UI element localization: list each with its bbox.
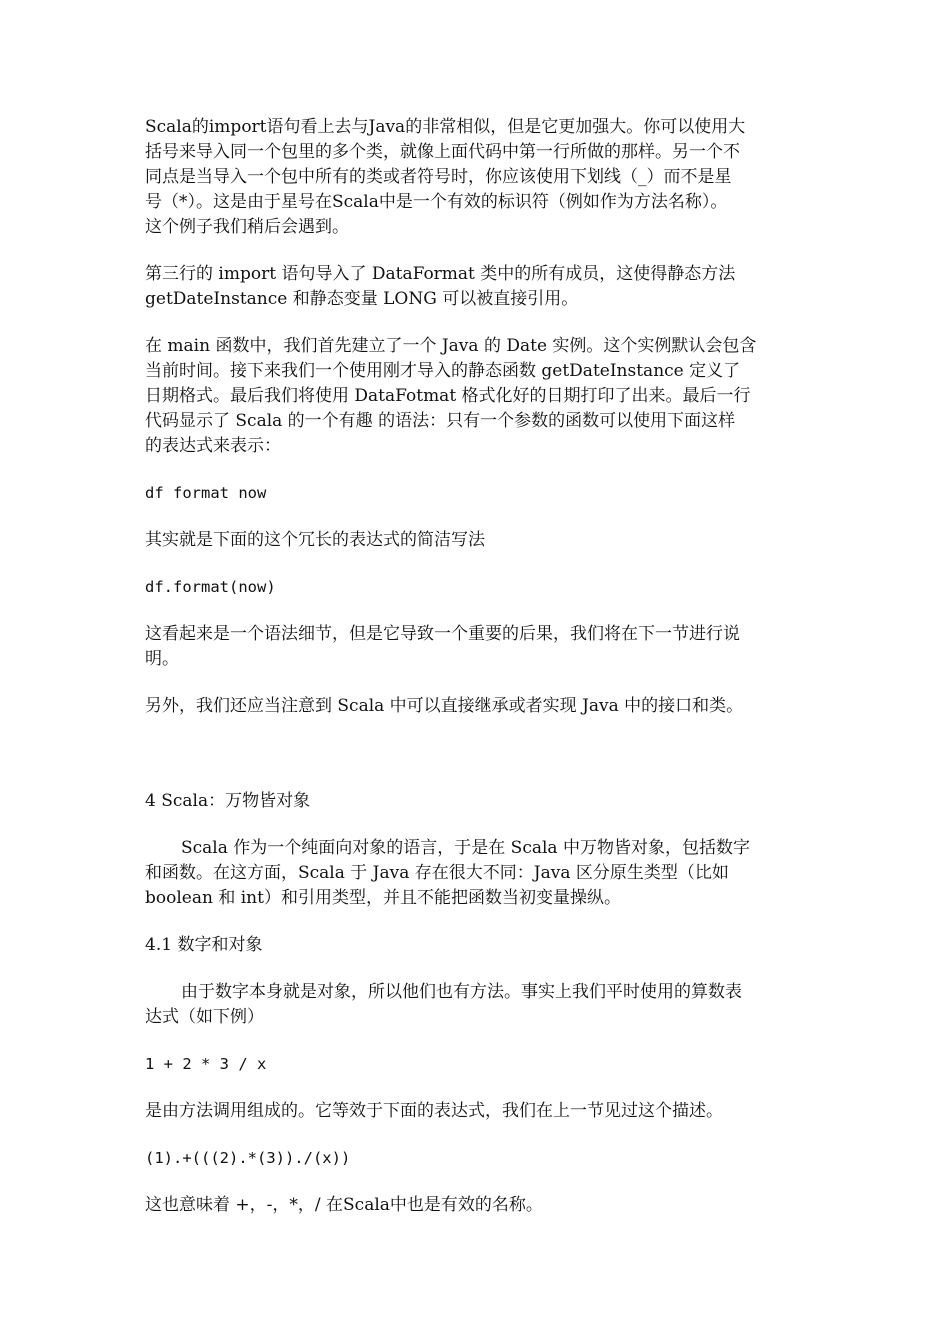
text-line: 日期格式。最后我们将使用 DataFotmat 格式化好的日期打印了出来。最后一行 — [145, 386, 751, 406]
text-line: 号（*）。这是由于星号在Scala中是一个有效的标识符（例如作为方法名称）。 — [145, 192, 728, 212]
text-line: getDateInstance 和静态变量 LONG 可以被直接引用。 — [145, 289, 579, 309]
text-line: 在 main 函数中，我们首先建立了一个 Java 的 Date 实例。这个实例默认会包含 — [145, 336, 757, 356]
paragraph-java-interfaces: 另外，我们还应当注意到 Scala 中可以直接继承或者实现 Java 中的接口和类。 — [145, 696, 744, 716]
text-line: Scala 作为一个纯面向对象的语言，于是在 Scala 中万物皆对象，包括数字 — [181, 838, 750, 858]
paragraph-verbose-expression: 其实就是下面的这个冗长的表达式的简洁写法 — [145, 530, 485, 550]
text-line: 的表达式来表示： — [145, 436, 281, 456]
text-line: 第三行的 import 语句导入了 DataFormat 类中的所有成员，这使得静态方法 — [145, 264, 736, 284]
text-line: 代码显示了 Scala 的一个有趣 的语法：只有一个参数的函数可以使用下面这样 — [145, 411, 736, 431]
text-line: 同点是当导入一个包中所有的类或者符号时，你应该使用下划线（_）而不是星 — [145, 167, 732, 187]
text-line: 达式（如下例） — [145, 1007, 264, 1027]
text-line: Scala的import语句看上去与Java的非常相似，但是它更加强大。你可以使用大 — [145, 117, 746, 137]
text-line: 由于数字本身就是对象，所以他们也有方法。事实上我们平时使用的算数表 — [181, 982, 742, 1002]
code-snippet-df-format-now: df format now — [145, 484, 267, 502]
text-line: 和函数。在这方面，Scala 于 Java 存在很大不同：Java 区分原生类型（比如 — [145, 863, 729, 883]
code-snippet-method-form: (1).+(((2).*(3))./(x)) — [145, 1149, 351, 1167]
code-snippet-arithmetic: 1 + 2 * 3 / x — [145, 1055, 267, 1073]
text-line: boolean 和 int）和引用类型，并且不能把函数当初变量操纵。 — [145, 888, 621, 908]
text-line: 当前时间。接下来我们一个使用刚才导入的静态函数 getDateInstance 定义了 — [145, 361, 741, 381]
text-line: 这看起来是一个语法细节，但是它导致一个重要的后果，我们将在下一节进行说 — [145, 624, 740, 644]
paragraph-method-calls: 是由方法调用组成的。它等效于下面的表达式，我们在上一节见过这个描述。 — [145, 1101, 723, 1121]
section-heading-4: 4 Scala：万物皆对象 — [145, 791, 311, 811]
text-line: 括号来导入同一个包里的多个类，就像上面代码中第一行所做的那样。另一个不 — [145, 142, 740, 162]
paragraph-valid-names: 这也意味着 +，-，*，/ 在Scala中也是有效的名称。 — [145, 1195, 543, 1215]
code-snippet-df-format-call: df.format(now) — [145, 578, 276, 596]
section-heading-4-1: 4.1 数字和对象 — [145, 935, 263, 955]
text-line: 明。 — [145, 649, 179, 669]
text-line: 这个例子我们稍后会遇到。 — [145, 217, 349, 237]
